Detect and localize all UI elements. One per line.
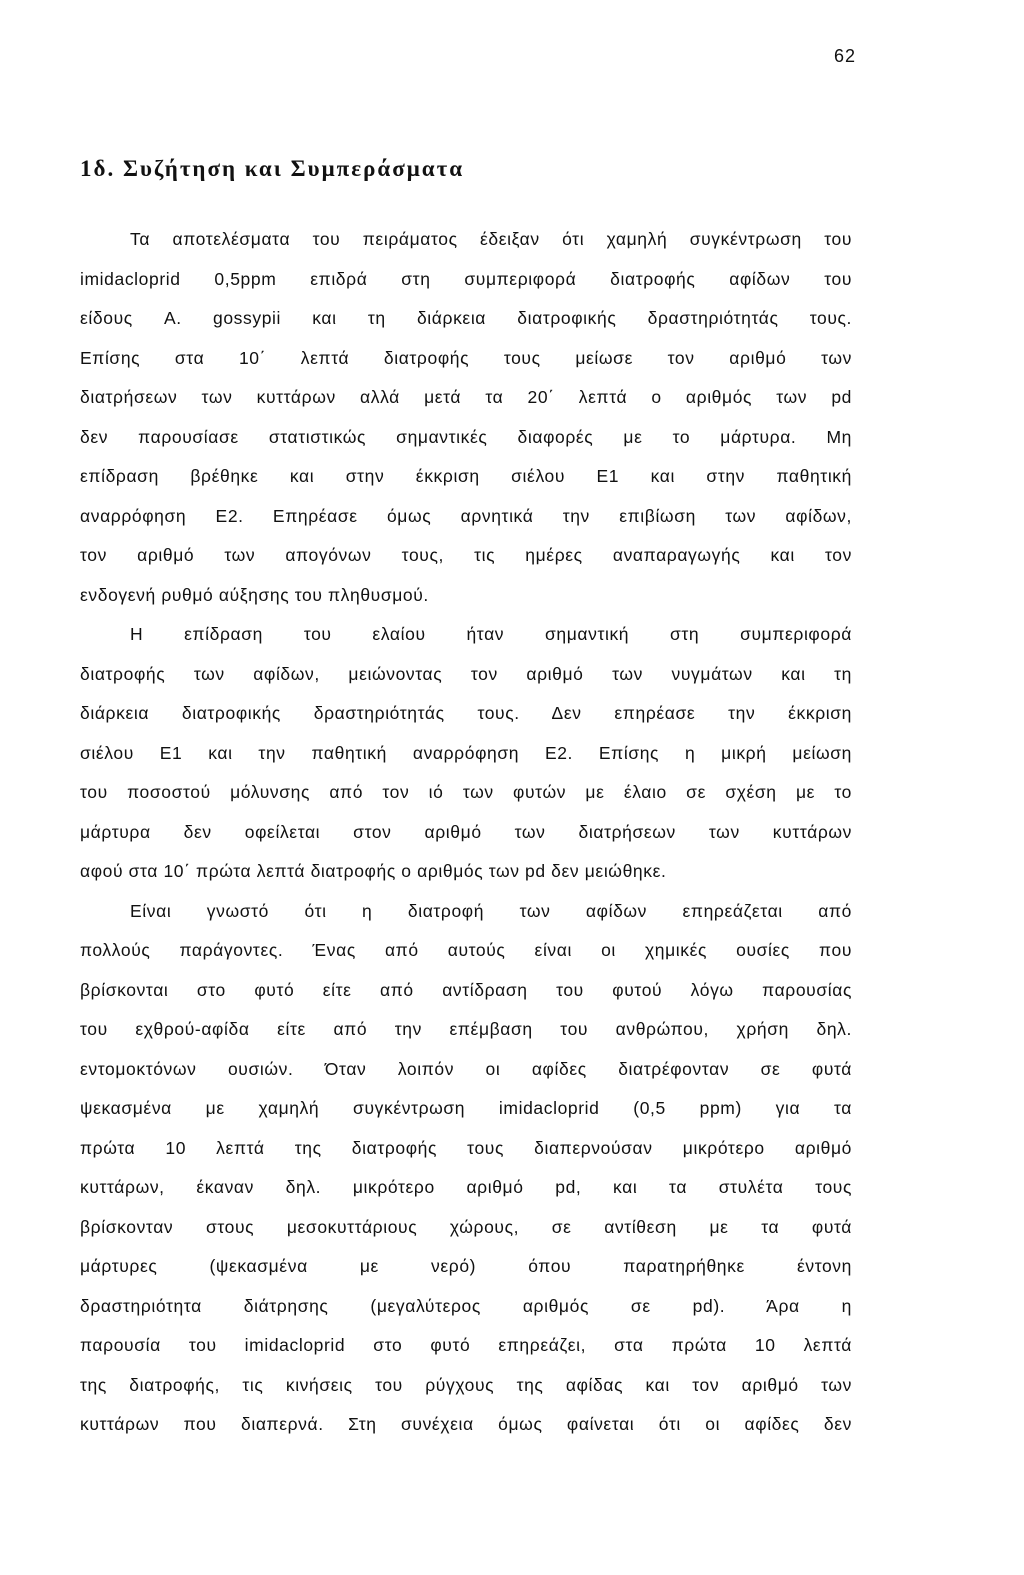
text-line: imidacloprid 0,5ppm επιδρά στη συμπεριφορά διατροφής αφίδων του xyxy=(80,268,852,289)
page-number: 62 xyxy=(833,46,856,66)
text-line: κυττάρων που διαπερνά. Στη συνέχεια όμως φαίνεται ότι οι αφίδες δεν xyxy=(80,1414,852,1434)
paragraph-1 xyxy=(80,220,852,615)
text-line: τον αριθμό των απογόνων τους, τις ημέρες αναπαραγωγής και τον xyxy=(80,545,852,565)
text-line: εντομοκτόνων ουσιών. Όταν λοιπόν οι αφίδες διατρέφονταν σε φυτά xyxy=(80,1058,852,1079)
text-line: διάρκεια διατροφικής δραστηριότητάς τους. Δεν επηρέασε την έκκριση xyxy=(80,703,852,723)
text-line: πολλούς παράγοντες. Ένας από αυτούς είναι οι χημικές ουσίες που xyxy=(80,940,852,960)
text-line: Επίσης στα 10΄ λεπτά διατροφής τους μείωσε τον αριθμό των xyxy=(80,347,852,368)
text-line: του ποσοστού μόλυνσης από τον ιό των φυτών με έλαιο σε σχέση με το xyxy=(80,782,852,802)
text-line: του εχθρού-αφίδα είτε από την επέμβαση του ανθρώπου, χρήση δηλ. xyxy=(80,1019,852,1039)
text-line: μάρτυρες (ψεκασμένα με νερό) όπου παρατηρήθηκε έντονη xyxy=(80,1256,852,1276)
text-line: βρίσκονται στο φυτό είτε από αντίδραση του φυτού λόγω παρουσίας xyxy=(80,979,852,1000)
text-line: δεν παρουσίασε στατιστικώς σημαντικές διαφορές με το μάρτυρα. Μη xyxy=(80,426,852,447)
text-line: της διατροφής, τις κινήσεις του ρύγχους της αφίδας και τον αριθμό των xyxy=(80,1374,852,1395)
text-line: Η επίδραση του ελαίου ήταν σημαντική στη συμπεριφορά xyxy=(130,624,852,644)
text-line: ενδογενή ρυθμό αύξησης του πληθυσμού. xyxy=(80,584,429,605)
text-line: Είναι γνωστό ότι η διατροφή των αφίδων επηρεάζεται από xyxy=(130,900,852,921)
text-line: είδους A. gossypii και τη διάρκεια διατροφικής δραστηριότητάς τους. xyxy=(80,308,852,328)
text-line: επίδραση βρέθηκε και στην έκκριση σιέλου Ε1 και στην παθητική xyxy=(80,466,852,486)
text-line: βρίσκονταν στους μεσοκυττάριους χώρους, σε αντίθεση με τα φυτά xyxy=(80,1216,852,1237)
text-line: παρουσία του imidacloprid στο φυτό επηρεάζει, στα πρώτα 10 λεπτά xyxy=(80,1335,852,1355)
text-line: αναρρόφηση Ε2. Επηρέασε όμως αρνητικά την επιβίωση των αφίδων, xyxy=(80,505,852,526)
text-line: ψεκασμένα με χαμηλή συγκέντρωση imidacloprid (0,5 ppm) για τα xyxy=(80,1098,852,1118)
text-line: διατροφής των αφίδων, μειώνοντας τον αριθμό των νυγμάτων και τη xyxy=(80,663,852,684)
paragraph-2 xyxy=(80,615,852,892)
text-line: διατρήσεων των κυττάρων αλλά μετά τα 20΄ λεπτά ο αριθμός των pd xyxy=(80,387,852,407)
text-line: δραστηριότητα διάτρησης (μεγαλύτερος αριθμός σε pd). Άρα η xyxy=(80,1295,852,1316)
section-heading: 1δ. Συζήτηση και Συμπεράσματα xyxy=(80,156,465,181)
text-line: πρώτα 10 λεπτά της διατροφής τους διαπερνούσαν μικρότερο αριθμό xyxy=(80,1137,852,1158)
text-line: σιέλου Ε1 και την παθητική αναρρόφηση Ε2. Επίσης η μικρή μείωση xyxy=(80,742,852,763)
text-line: Τα αποτελέσματα του πειράματος έδειξαν ότι χαμηλή συγκέντρωση του xyxy=(130,229,852,249)
body-text xyxy=(80,220,852,1445)
paragraph-3 xyxy=(80,892,852,1445)
text-line: κυττάρων, έκαναν δηλ. μικρότερο αριθμό pd, και τα στυλέτα τους xyxy=(80,1177,852,1197)
text-line: μάρτυρα δεν οφείλεται στον αριθμό των διατρήσεων των κυττάρων xyxy=(80,821,852,842)
text-line: αφού στα 10΄ πρώτα λεπτά διατροφής ο αριθμός των pd δεν μειώθηκε. xyxy=(80,861,667,881)
